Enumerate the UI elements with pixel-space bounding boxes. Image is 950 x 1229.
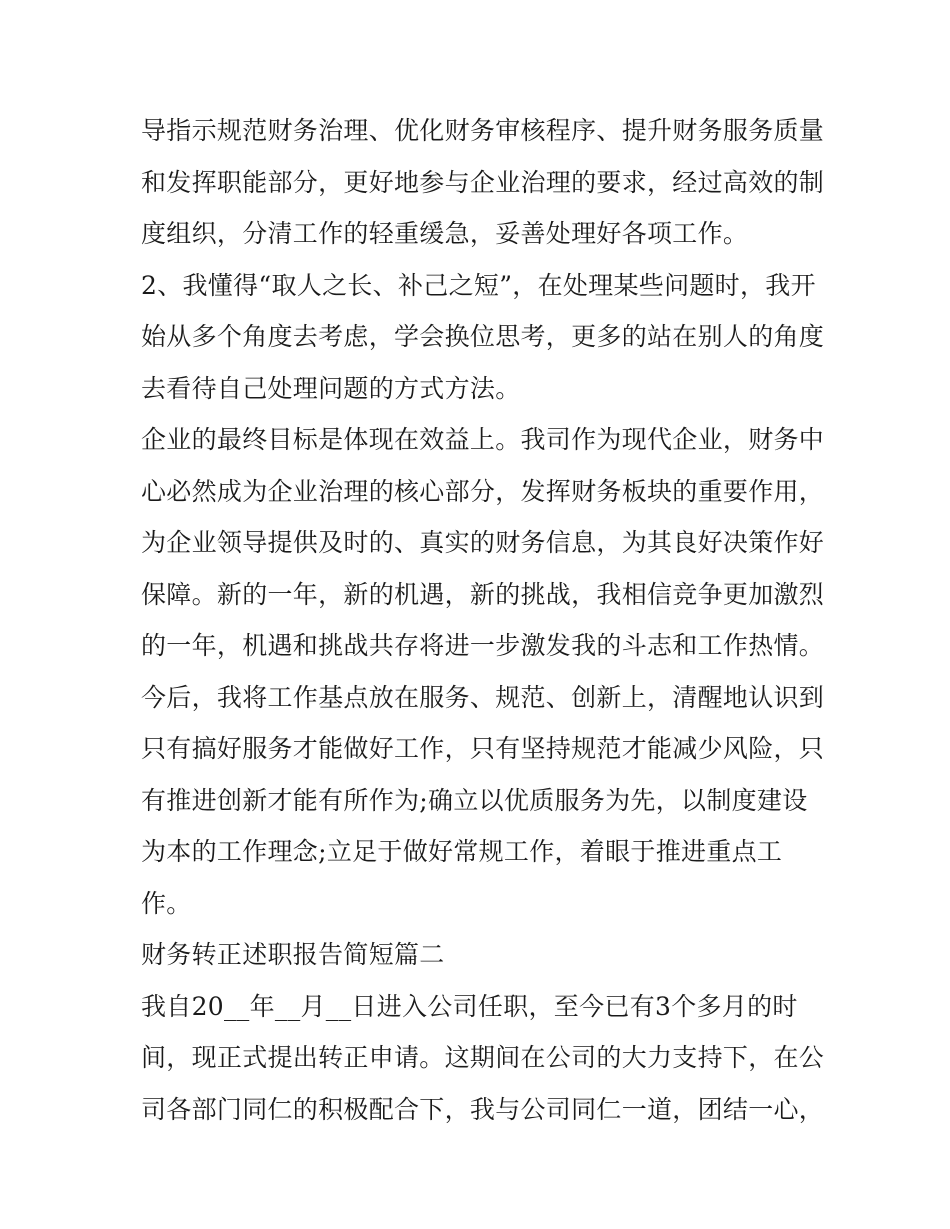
text-line: 司各部门同仁的积极配合下，我与公司同仁一道，团结一心， — [141, 1094, 825, 1124]
text-line: 企业的最终目标是体现在效益上。我司作为现代企业，财务中 — [141, 425, 825, 454]
text-line: 只有搞好服务才能做好工作，只有坚持规范才能减少风险，只 — [141, 734, 825, 763]
text-line: 和发挥职能部分，更好地参与企业治理的要求，经过高效的制 — [141, 167, 825, 197]
text-line: 去看待自己处理问题的方式方法。 — [141, 373, 521, 403]
text-line: 的一年，机遇和挑战共存将进一步激发我的斗志和工作热情。 — [141, 631, 825, 660]
text-line: 作。 — [141, 888, 192, 918]
text-line: 始从多个角度去考虑，学会换位思考，更多的站在别人的角度 — [141, 322, 825, 351]
text-line: 导指示规范财务治理、优化财务审核程序、提升财务服务质量 — [141, 116, 825, 145]
text-line: 2、我懂得“取人之长、补己之短”，在处理某些问题时，我开 — [141, 270, 816, 300]
text-line: 为企业领导提供及时的、真实的财务信息，为其良好决策作好 — [141, 528, 825, 557]
text-line: 度组织，分清工作的轻重缓急，妥善处理好各项工作。 — [141, 219, 749, 248]
text-line: 有推进创新才能有所作为;确立以优质服务为先，以制度建设 — [141, 785, 808, 815]
text-line: 保障。新的一年，新的机遇，新的挑战，我相信竞争更加激烈 — [141, 579, 825, 609]
text-line: 间，现正式提出转正申请。这期间在公司的大力支持下，在公 — [141, 1043, 825, 1072]
document-body — [141, 105, 825, 1135]
section-heading: 财务转正述职报告简短篇二 — [141, 940, 445, 969]
text-line: 今后，我将工作基点放在服务、规范、创新上，清醒地认识到 — [141, 682, 825, 712]
text-line: 心必然成为企业治理的核心部分，发挥财务板块的重要作用， — [141, 476, 825, 506]
text-line: 为本的工作理念;立足于做好常规工作，着眼于推进重点工 — [141, 837, 783, 866]
text-line: 我自20__年__月__日进入公司任职，至今已有3个多月的时 — [141, 991, 798, 1021]
